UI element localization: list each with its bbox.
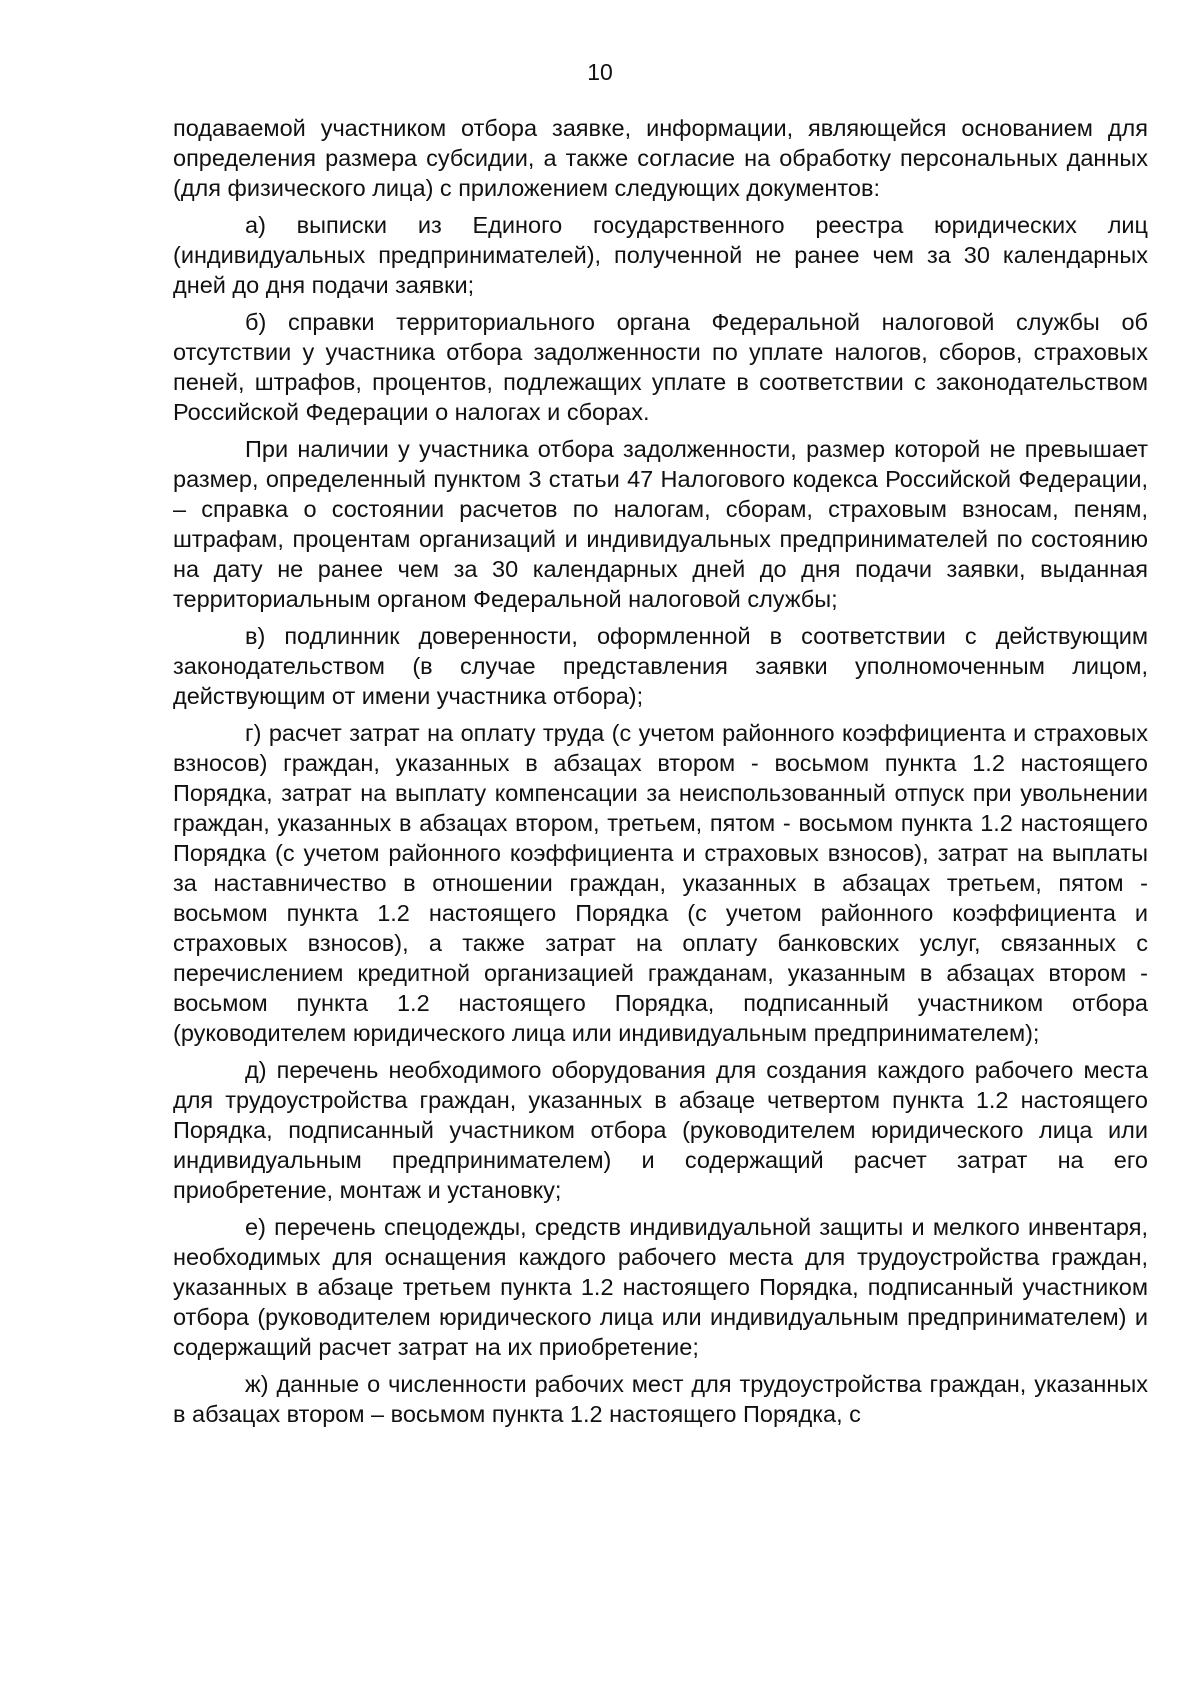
paragraph-item-zh: ж) данные о численности рабочих мест для трудоустройства граждан, указанных в абзацах втором – восьмом пункта 1.2 настоящего Порядка, с xyxy=(173,1371,1148,1427)
paragraph-item-g: г) расчет затрат на оплату труда (с учетом районного коэффициента и страховых взносов) граждан, указанных в абзацах втором - восьмом пункта 1.2 настоящего Порядка, затрат на выплату компенсации за неиспользованный отпуск при увольнении граждан, указанных в абзацах втором, третьем, пятом - восьмом пункта 1.2 настоящего Порядка (с учетом районного коэффициента и страховых взносов), затрат на выплаты за наставничество в отношении граждан, указанных в абзацах третьем, пятом - восьмом пункта 1.2 настоящего Порядка (с учетом районного коэффициента и страховых взносов), а также затрат на оплату банковских услуг, связанных с перечислением кредитной организацией гражданам, указанным в абзацах втором - восьмом пункта 1.2 настоящего Порядка, подписанный участником отбора (руководителем юридического лица или индивидуальным предпринимателем); xyxy=(173,720,1148,1046)
paragraph-continuation: подаваемой участником отбора заявке, информации, являющейся основанием для определения размера субсидии, а также согласие на обработку персональных данных (для физического лица) с приложением следующих документов: xyxy=(173,115,1148,201)
paragraph-item-a: а) выписки из Единого государственного реестра юридических лиц (индивидуальных предпринимателей), полученной не ранее чем за 30 календарных дней до дня подачи заявки; xyxy=(173,212,1148,298)
page-number: 10 xyxy=(587,59,613,85)
paragraph-debt-note: При наличии у участника отбора задолженности, размер которой не превышает размер, определенный пунктом 3 статьи 47 Налогового кодекса Российской Федерации, – справка о состоянии расчетов по налогам, сборам, страховым взносам, пеням, штрафам, процентам организаций и индивидуальных предпринимателей по состоянию на дату не ранее чем за 30 календарных дней до дня подачи заявки, выданная территориальным органом Федеральной налоговой службы; xyxy=(173,436,1148,612)
paragraph-item-b: б) справки территориального органа Федеральной налоговой службы об отсутствии у участника отбора задолженности по уплате налогов, сборов, страховых пеней, штрафов, процентов, подлежащих уплате в соответствии с законодательством Российской Федерации о налогах и сборах. xyxy=(173,309,1148,425)
document-body xyxy=(173,113,1148,1436)
paragraph-item-v: в) подлинник доверенности, оформленной в соответствии с действующим законодательством (в случае представления заявки уполномоченным лицом, действующим от имени участника отбора); xyxy=(173,623,1148,709)
paragraph-item-d: д) перечень необходимого оборудования для создания каждого рабочего места для трудоустройства граждан, указанных в абзаце четвертом пункта 1.2 настоящего Порядка, подписанный участником отбора (руководителем юридического лица или индивидуальным предпринимателем) и содержащий расчет затрат на его приобретение, монтаж и установку; xyxy=(173,1057,1148,1203)
paragraph-item-e: е) перечень спецодежды, средств индивидуальной защиты и мелкого инвентаря, необходимых для оснащения каждого рабочего места для трудоустройства граждан, указанных в абзаце третьем пункта 1.2 настоящего Порядка, подписанный участником отбора (руководителем юридического лица или индивидуальным предпринимателем) и содержащий расчет затрат на их приобретение; xyxy=(173,1214,1148,1360)
